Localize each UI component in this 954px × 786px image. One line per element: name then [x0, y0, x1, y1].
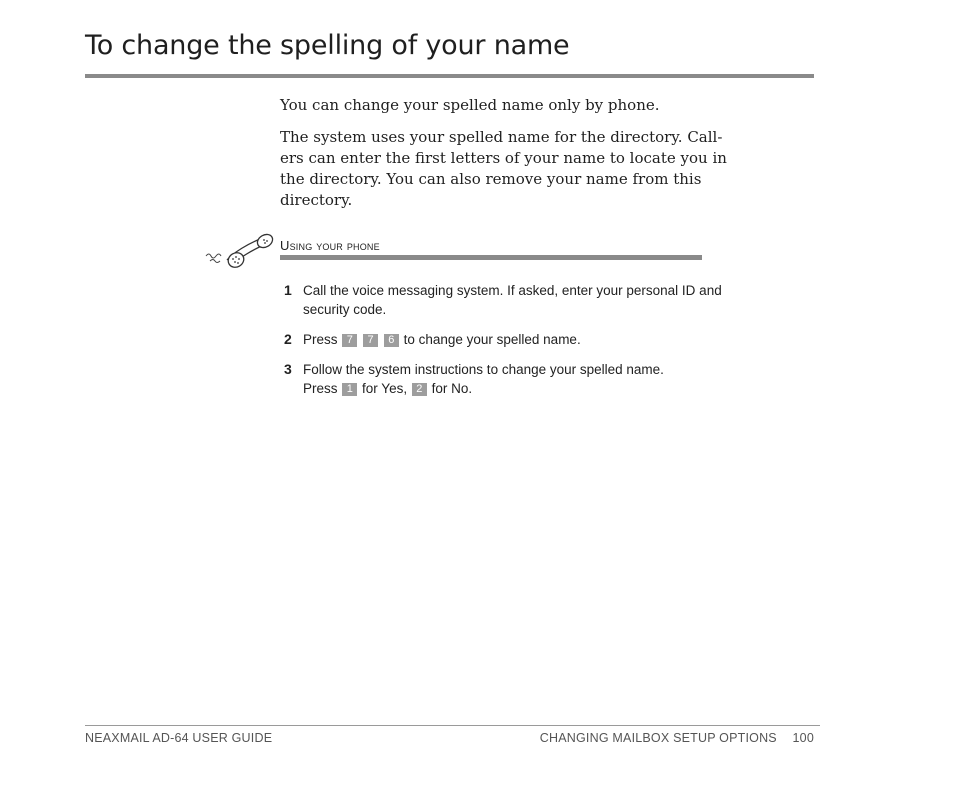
- phone-key: 7: [342, 334, 357, 347]
- step-text: [303, 360, 724, 398]
- step-press-text: Press: [303, 332, 338, 347]
- section-divider: [280, 255, 702, 260]
- step-number: 3: [284, 361, 292, 377]
- page-number: 100: [792, 731, 814, 745]
- footer-chapter-title: CHANGING MAILBOX SETUP OPTIONS: [539, 731, 777, 745]
- footer-divider: [85, 725, 820, 726]
- title-divider: [85, 74, 814, 78]
- phone-key: 6: [384, 334, 399, 347]
- step-line-1: Follow the system instructions to change your spelled name.: [303, 362, 664, 377]
- step-item: [284, 330, 724, 349]
- yes-text: for Yes,: [362, 381, 408, 396]
- section-heading: Using your phone: [280, 238, 380, 253]
- directory-paragraph: The system uses your spelled name for the directory. Call-ers can enter the first letters of your name to locate you in the directory. You can also remove your name from this directory.: [280, 128, 727, 209]
- telephone-handset-icon: [204, 230, 276, 272]
- step-text: [303, 330, 724, 349]
- step-item: [284, 360, 724, 398]
- instruction-steps: [284, 281, 724, 409]
- footer-guide-title: NEAXMAIL AD-64 USER GUIDE: [85, 731, 273, 745]
- phone-key-no: 2: [412, 383, 427, 396]
- step-after-text: to change your spelled name.: [403, 332, 581, 347]
- step-press-text: Press: [303, 381, 338, 396]
- page-title: To change the spelling of your name: [85, 30, 570, 61]
- phone-key: 7: [363, 334, 378, 347]
- no-text: for No.: [431, 381, 473, 396]
- intro-paragraph: You can change your spelled name only by phone.: [280, 96, 660, 114]
- step-item: [284, 281, 724, 319]
- step-text: Call the voice messaging system. If asked, enter your personal ID and security code.: [303, 283, 722, 317]
- step-number: 2: [284, 331, 292, 347]
- step-number: 1: [284, 282, 292, 298]
- footer-chapter: [540, 731, 814, 745]
- phone-key-yes: 1: [342, 383, 357, 396]
